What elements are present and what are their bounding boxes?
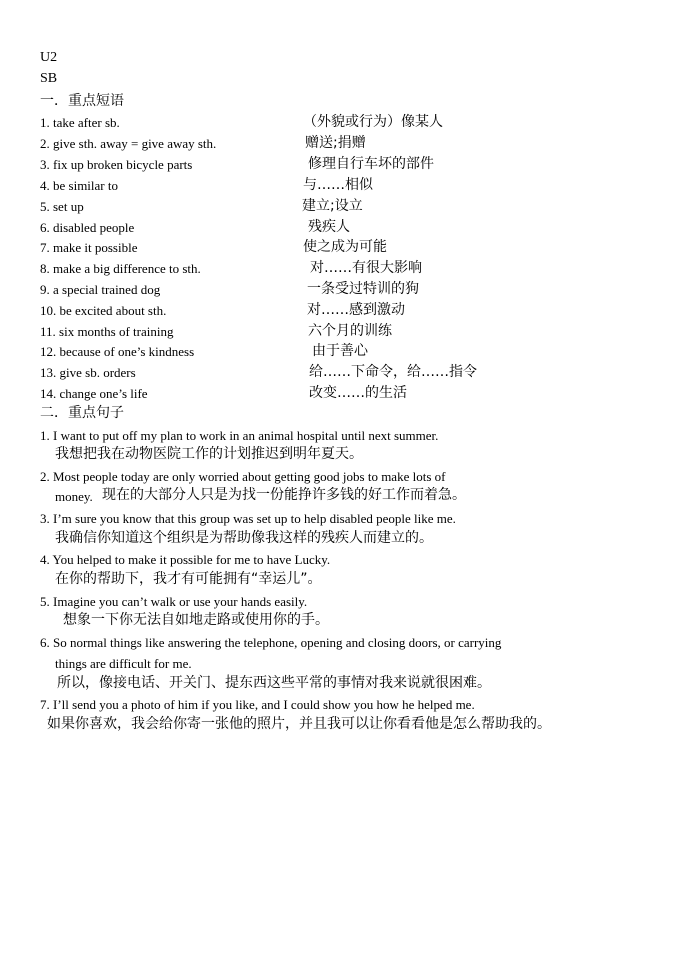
sentence-zh: 我想把我在动物医院工作的计划推迟到明年夏天。 [55, 446, 363, 462]
sentence-en: 1. I want to put off my plan to work in an animal hospital until next summer. [40, 428, 439, 443]
sentence-en: 3. I’m sure you know that this group was set up to help disabled people like me. [40, 511, 456, 526]
phrase-zh: 赠送;捐赠 [305, 135, 366, 151]
sentence-zh: 在你的帮助下，我才有可能拥有“幸运儿”。 [55, 571, 322, 587]
phrase-zh: 给……下命令，给……指令 [309, 364, 477, 380]
phrase-zh: 由于善心 [312, 343, 368, 359]
phrase-en: 6. disabled people [40, 220, 135, 235]
sentence-en: 6. So normal things like answering the telephone, opening and closing doors, or carrying [40, 635, 502, 650]
phrase-zh: 对……感到激动 [307, 302, 405, 318]
phrase-en: 12. because of one’s kindness [40, 344, 195, 359]
phrase-zh: （外貌或行为）像某人 [303, 114, 443, 130]
phrase-en: 4. be similar to [40, 178, 118, 193]
phrase-zh: 建立;设立 [302, 198, 363, 214]
phrase-en: 13. give sb. orders [40, 365, 136, 380]
phrase-zh: 使之成为可能 [303, 239, 387, 255]
phrase-en: 1. take after sb. [40, 115, 120, 130]
phrase-zh: 改变……的生活 [309, 385, 407, 401]
phrase-zh: 一条受过特训的狗 [307, 281, 419, 297]
sentence-zh: 如果你喜欢，我会给你寄一张他的照片，并且我可以让你看看他是怎么帮助我的。 [47, 716, 551, 732]
phrase-en: 5. set up [40, 199, 84, 214]
phrase-zh: 残疾人 [308, 219, 350, 235]
phrase-zh: 修理自行车坏的部件 [308, 156, 434, 172]
sentence-zh: 所以，像接电话、开关门、提东西这些平常的事情对我来说就很困难。 [57, 675, 491, 691]
phrase-zh: 对……有很大影响 [310, 260, 422, 276]
sentence-en: 2. Most people today are only worried about getting good jobs to make lots of [40, 469, 446, 484]
phrase-en: 11. six months of training [40, 324, 174, 339]
sentence-en-cont: money. [55, 489, 93, 504]
sentence-en: 5. Imagine you can’t walk or use your hands easily. [40, 594, 308, 609]
sentence-zh: 想象一下你无法自如地走路或使用你的手。 [63, 612, 329, 628]
section-phrases-title: 一．重点短语 [40, 93, 124, 109]
phrase-zh: 与……相似 [303, 177, 373, 193]
sentence-zh: 现在的大部分人只是为找一份能挣许多钱的好工作而着急。 [102, 487, 466, 503]
phrase-en: 9. a special trained dog [40, 282, 161, 297]
sentence-en: 7. I’ll send you a photo of him if you like, and I could show you how he helped me. [40, 697, 475, 712]
sentence-en: 4. You helped to make it possible for me to have Lucky. [40, 552, 331, 567]
sentence-zh: 我确信你知道这个组织是为帮助像我这样的残疾人而建立的。 [55, 530, 433, 546]
phrase-en: 10. be excited about sth. [40, 303, 167, 318]
phrase-en: 2. give sth. away = give away sth. [40, 136, 217, 151]
phrase-en: 3. fix up broken bicycle parts [40, 157, 193, 172]
sentence-en-cont: things are difficult for me. [55, 656, 192, 671]
phrase-en: 7. make it possible [40, 240, 138, 255]
phrase-zh: 六个月的训练 [308, 323, 392, 339]
book-label: SB [40, 71, 58, 86]
phrase-en: 8. make a big difference to sth. [40, 261, 201, 276]
unit-label: U2 [40, 50, 58, 65]
section-sentences-title: 二．重点句子 [40, 405, 124, 421]
phrase-en: 14. change one’s life [40, 386, 148, 401]
